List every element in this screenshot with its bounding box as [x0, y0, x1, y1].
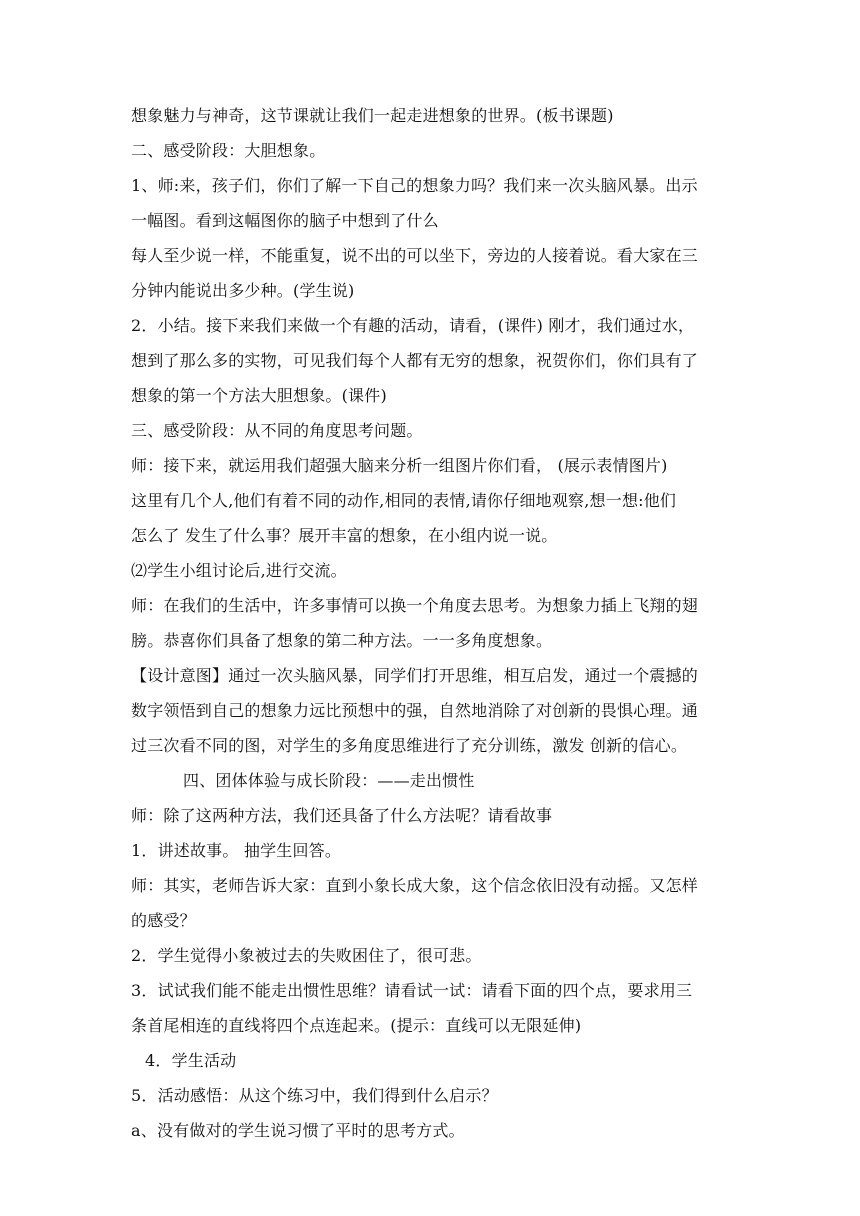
- text-line: 师：除了这两种方法，我们还具备了什么方法呢？请看故事: [131, 806, 553, 825]
- text-line: ⑵学生小组讨论后,进行交流。: [131, 561, 347, 580]
- text-line: 膀。恭喜你们具备了想象的第二种方法。一一多角度想象。: [131, 631, 553, 650]
- design-intent-line: 【设计意图】通过一次头脑风暴，同学们打开思维，相互启发，通过一个震撼的: [131, 666, 699, 685]
- text-line: 5．活动感悟：从这个练习中，我们得到什么启示？: [131, 1086, 498, 1105]
- text-line: 怎么了 发生了什么事？展开丰富的想象，在小组内说一说。: [131, 526, 558, 545]
- design-intent-line: 数字领悟到自己的想象力远比预想中的强，自然地消除了对创新的畏惧心理。通: [131, 701, 699, 720]
- design-intent-line: 过三次看不同的图，对学生的多角度思维进行了充分训练，激发 创新的信心。: [131, 736, 688, 755]
- text-line: 师：其实，老师告诉大家：直到小象长成大象，这个信念依旧没有动摇。又怎样: [131, 876, 699, 895]
- text-line: 师：在我们的生活中，许多事情可以换一个角度去思考。为想象力插上飞翔的翅: [131, 596, 699, 615]
- section-heading: 四、团体体验与成长阶段：——走出惯性: [183, 771, 475, 790]
- text-line: 想象的第一个方法大胆想象。(课件): [131, 386, 387, 405]
- document-body: [131, 98, 735, 1148]
- text-line: 条首尾相连的直线将四个点连起来。(提示：直线可以无限延伸): [131, 1016, 582, 1035]
- text-line: a、没有做对的学生说习惯了平时的思考方式。: [131, 1121, 465, 1140]
- text-line: 想象魅力与神奇，这节课就让我们一起走进想象的世界。(板书课题): [131, 106, 614, 125]
- text-line: 4．学生活动: [145, 1051, 237, 1070]
- text-line: 一幅图。看到这幅图你的脑子中想到了什么: [131, 211, 439, 230]
- text-line: 分钟内能说出多少种。(学生说): [131, 281, 355, 300]
- section-heading: 二、感受阶段：大胆想象。: [131, 141, 326, 160]
- text-line: 师：接下来，就运用我们超强大脑来分析一组图片你们看， (展示表情图片): [131, 456, 668, 475]
- text-line: 1、师:来，孩子们，你们了解一下自己的想象力吗？我们来一次头脑风暴。出示: [131, 176, 698, 195]
- text-line: 3．试试我们能不能走出惯性思维？请看试一试：请看下面的四个点，要求用三: [131, 981, 693, 1000]
- section-heading: 三、感受阶段：从不同的角度思考问题。: [131, 421, 423, 440]
- text-line: 1．讲述故事。 抽学生回答。: [131, 841, 342, 860]
- text-line: 每人至少说一样，不能重复，说不出的可以坐下，旁边的人接着说。看大家在三: [131, 246, 699, 265]
- text-line: 2．学生觉得小象被过去的失败困住了，很可悲。: [131, 946, 482, 965]
- text-line: 2．小结。接下来我们来做一个有趣的活动，请看，(课件) 刚才，我们通过水，: [131, 316, 695, 335]
- text-line: 想到了那么多的实物，可见我们每个人都有无穷的想象，祝贺你们，你们具有了: [131, 351, 699, 370]
- text-line: 的感受？: [131, 911, 196, 930]
- text-line: 这里有几个人,他们有着不同的动作,相同的表情,请你仔细地观察,想一想:他们: [131, 491, 677, 510]
